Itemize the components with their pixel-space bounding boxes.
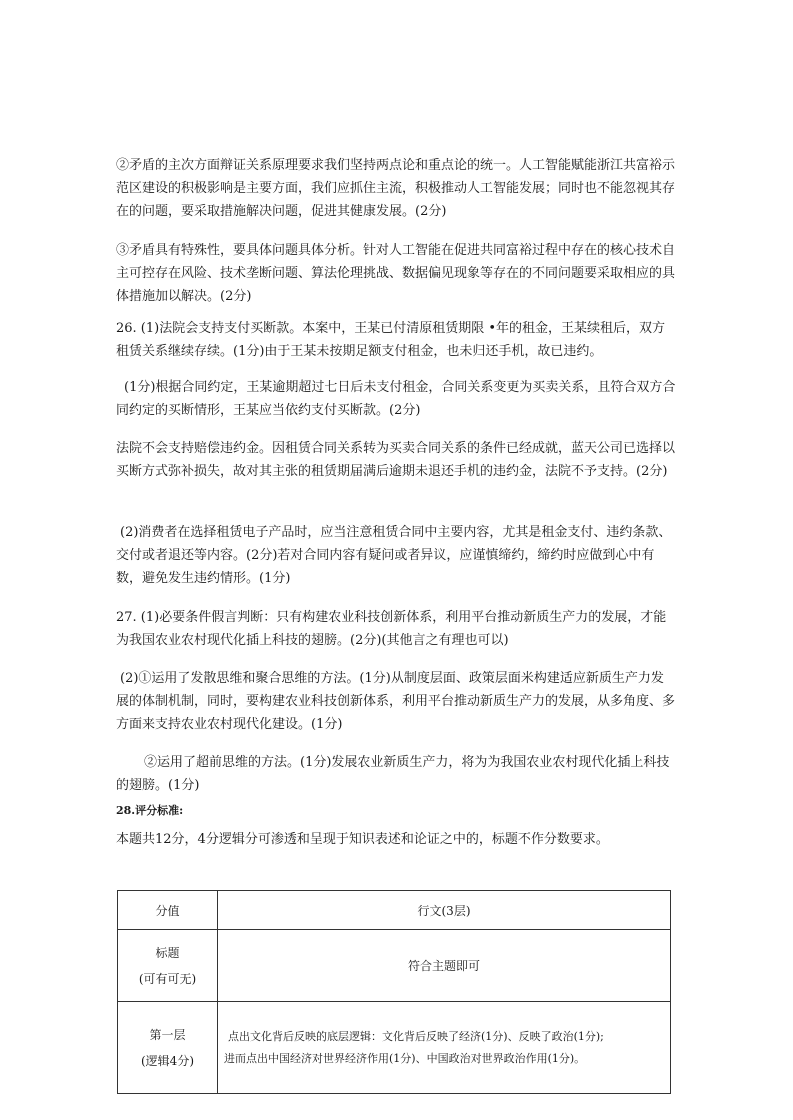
paragraph-q27-2: (2)①运用了发散思维和聚合思维的方法。(1分)从制度层面、政策层面米构建适应新质生产力发展的体制机制，同时，要构建农业科技创新体系，利用平台推动新质生产力的发展，从多角度、多方面来支持农业农村现代化建设。(1分) [116,671,676,732]
row-title-name: 标题 [155,945,180,960]
row-layer1-name: 第一层 [149,1027,186,1042]
section-28-label: 28.评分标准: [116,804,184,817]
paragraph-contradiction-principal: ②矛盾的主次方面辩证关系原理要求我们坚持两点论和重点论的统一。人工智能赋能浙江共富裕示范区建设的积极影响是主要方面，我们应抓住主流，积极推动人工智能发展；同时也不能忽视其存在的问题，要采取措施解决问题，促进其健康发展。(2分) [116,158,676,219]
paragraph-q26-part2: (2)消费者在选择租赁电子产品时，应当注意租赁合同中主要内容，尤其是租金支付、违约条款、交付或者退还等内容。(2分)若对合同内容有疑问或者异议，应谨慎缔约，缔约时应做到心中有数，避免发生违约情形。(1分) [116,525,672,586]
paragraph-q26-3: 法院不会支持赔偿违约金。因租赁合同关系转为买卖合同关系的条件已经成就，蓝天公司已选择以买断方式弥补损失，故对其主张的租赁期届满后逾期未退还手机的违约金，法院不予支持。(2分) [116,441,676,479]
row-title-label [118,930,218,1002]
table-row-title [118,930,671,1002]
paragraph-contradiction-particularity: ③矛盾具有特殊性，要具体问题具体分析。针对人工智能在促进共同富裕过程中存在的核心技术自主可控存在风险、技术垄断问题、算法伦理挑战、数据偏见现象等存在的不同问题要采取相应的具体措施加以解决。(2分) [116,243,676,304]
paragraph-q27-3: ②运用了超前思维的方法。(1分)发展农业新质生产力，将为为我国农业农村现代化插上科技的翅膀。(1分) [116,755,670,793]
paragraph-q26-2: (1分)根据合同约定，王某逾期超过七日后未支付租金，合同关系变更为买卖关系，且符合双方合同约定的买断情形，王某应当依约支付买断款。(2分) [116,380,676,418]
row-layer1-label [118,1002,218,1094]
section-28-intro: 本题共12分，4分逻辑分可渗透和呈现于知识表述和论证之中的，标题不作分数要求。 [116,832,609,847]
row-title-note: (可有可无) [138,971,197,986]
row-layer1-line1: 点出文化背后反映的底层逻辑：文化背后反映了经济(1分)、反映了政治(1分); [228,1029,604,1043]
header-writing: 行文(3层) [218,891,671,930]
row-layer1-note: (逻辑4分) [141,1053,194,1068]
row-layer1-line2: 进而点出中国经济对世界经济作用(1分)、中国政治对世界政治作用(1分)。 [224,1051,586,1065]
header-score: 分值 [118,891,218,930]
row-layer1-content [218,1002,671,1094]
row-title-content: 符合主题即可 [218,930,671,1002]
scoring-table [117,890,671,1094]
table-header-row [118,891,671,930]
paragraph-q26-1: 26. (1)法院会支持支付买断款。本案中，王某已付清原租赁期限 •年的租金，王某续租后，双方租赁关系继续存续。(1分)由于王某未按期足额支付租金，也未归还手机，故已违约。 [116,321,666,359]
table-row-layer1 [118,1002,671,1094]
paragraph-q27-1: 27. (1)必要条件假言判断：只有构建农业科技创新体系，利用平台推动新质生产力的发展，才能为我国农业农村现代化插上科技的翅膀。(2分)(其他言之有理也可以) [116,610,667,648]
